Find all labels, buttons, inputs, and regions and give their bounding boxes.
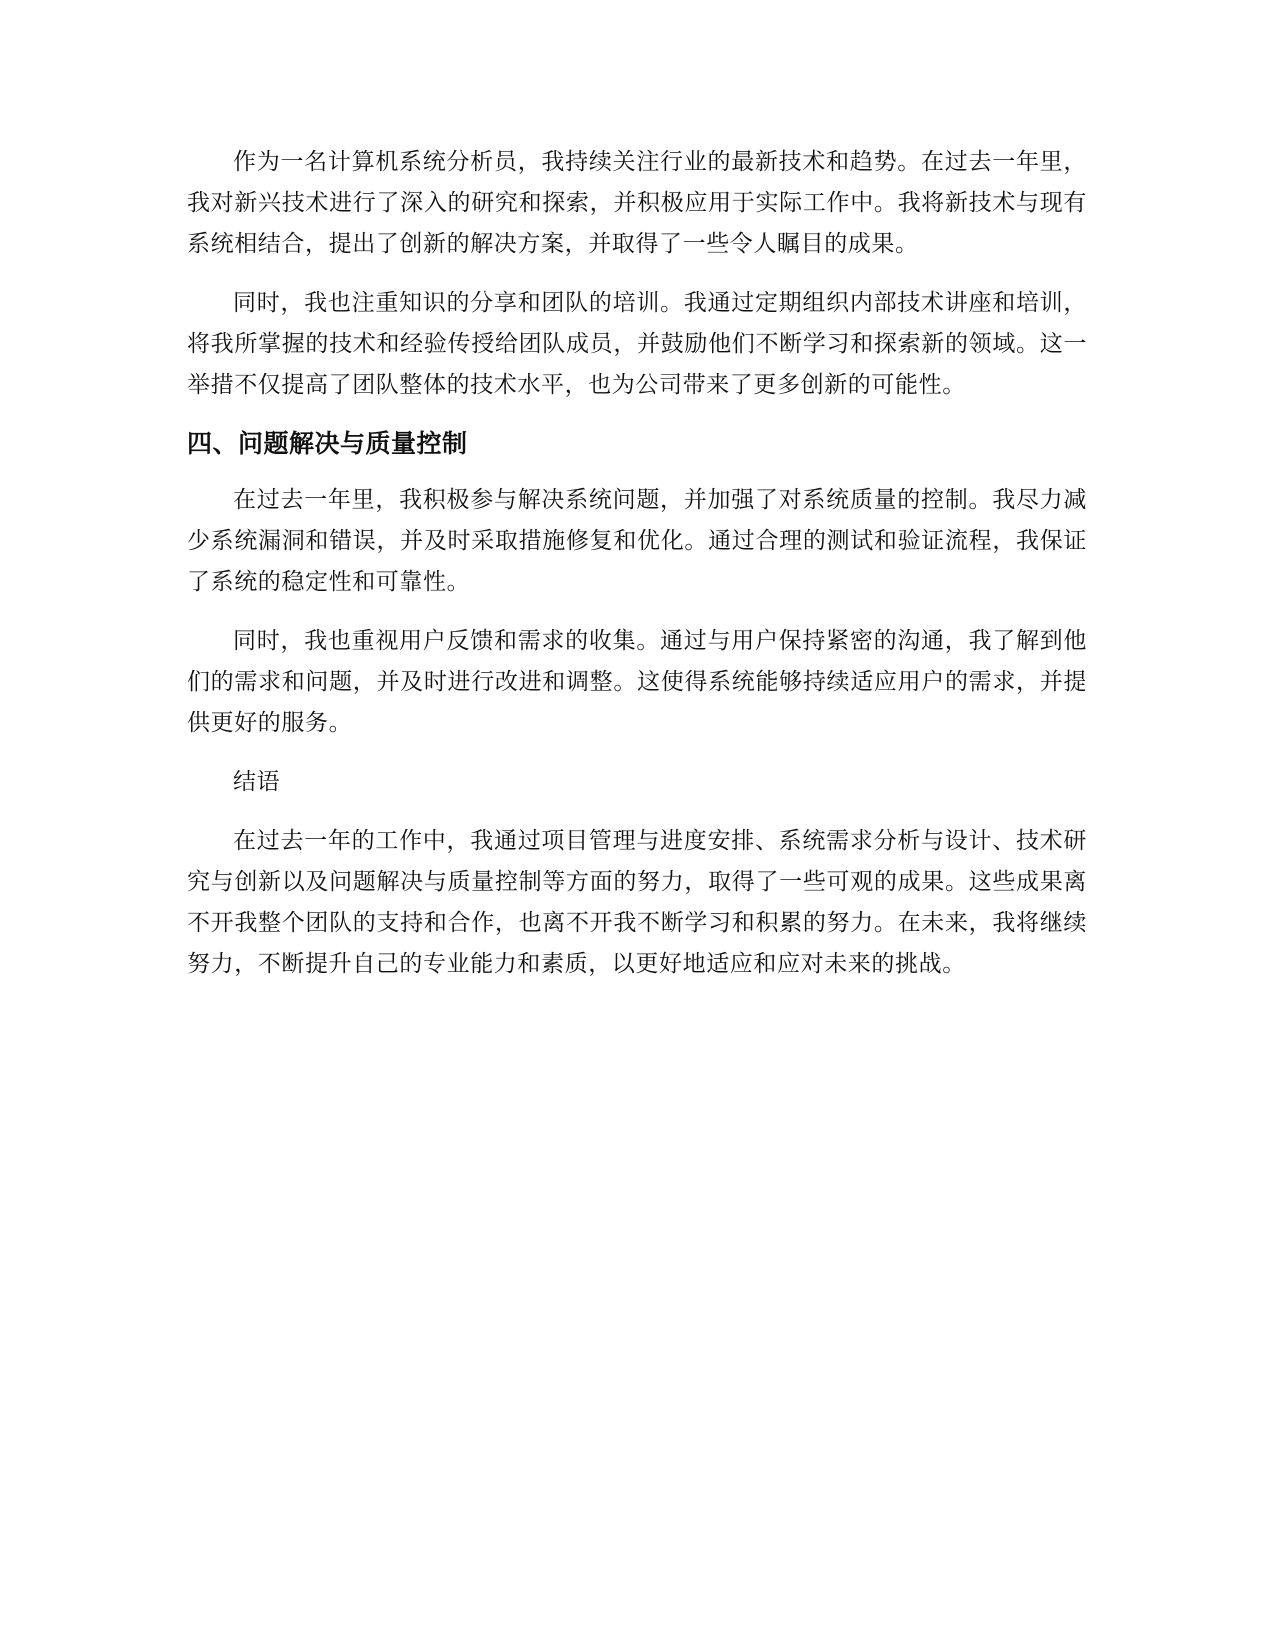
section4-paragraph-1: 在过去一年里，我积极参与解决系统问题，并加强了对系统质量的控制。我尽力减少系统漏洞和错误，并及时采取措施修复和优化。通过合理的测试和验证流程，我保证了系统的稳定性和可靠性。 [187, 487, 1087, 595]
conclusion-paragraph: 在过去一年的工作中，我通过项目管理与进度安排、系统需求分析与设计、技术研究与创新以及问题解决与质量控制等方面的努力，取得了一些可观的成果。这些成果离不开我整个团队的支持和合作，也离不开我不断学习和积累的努力。在未来，我将继续努力，不断提升自己的专业能力和素质，以更好地适应和应对未来的挑战。 [187, 828, 1087, 977]
section4-heading: 四、问题解决与质量控制 [187, 429, 468, 458]
section4-paragraph-2: 同时，我也重视用户反馈和需求的收集。通过与用户保持紧密的沟通，我了解到他们的需求和问题，并及时进行改进和调整。这使得系统能够持续适应用户的需求，并提供更好的服务。 [187, 628, 1087, 736]
section3-paragraph-1: 作为一名计算机系统分析员，我持续关注行业的最新技术和趋势。在过去一年里，我对新兴技术进行了深入的研究和探索，并积极应用于实际工作中。我将新技术与现有系统相结合，提出了创新的解决方案，并取得了一些令人瞩目的成果。 [187, 149, 1087, 257]
section3-paragraph-2: 同时，我也注重知识的分享和团队的培训。我通过定期组织内部技术讲座和培训，将我所掌握的技术和经验传授给团队成员，并鼓励他们不断学习和探索新的领域。这一举措不仅提高了团队整体的技术水平，也为公司带来了更多创新的可能性。 [187, 290, 1087, 398]
document-page [187, 142, 1087, 1003]
conclusion-title: 结语 [233, 769, 281, 795]
